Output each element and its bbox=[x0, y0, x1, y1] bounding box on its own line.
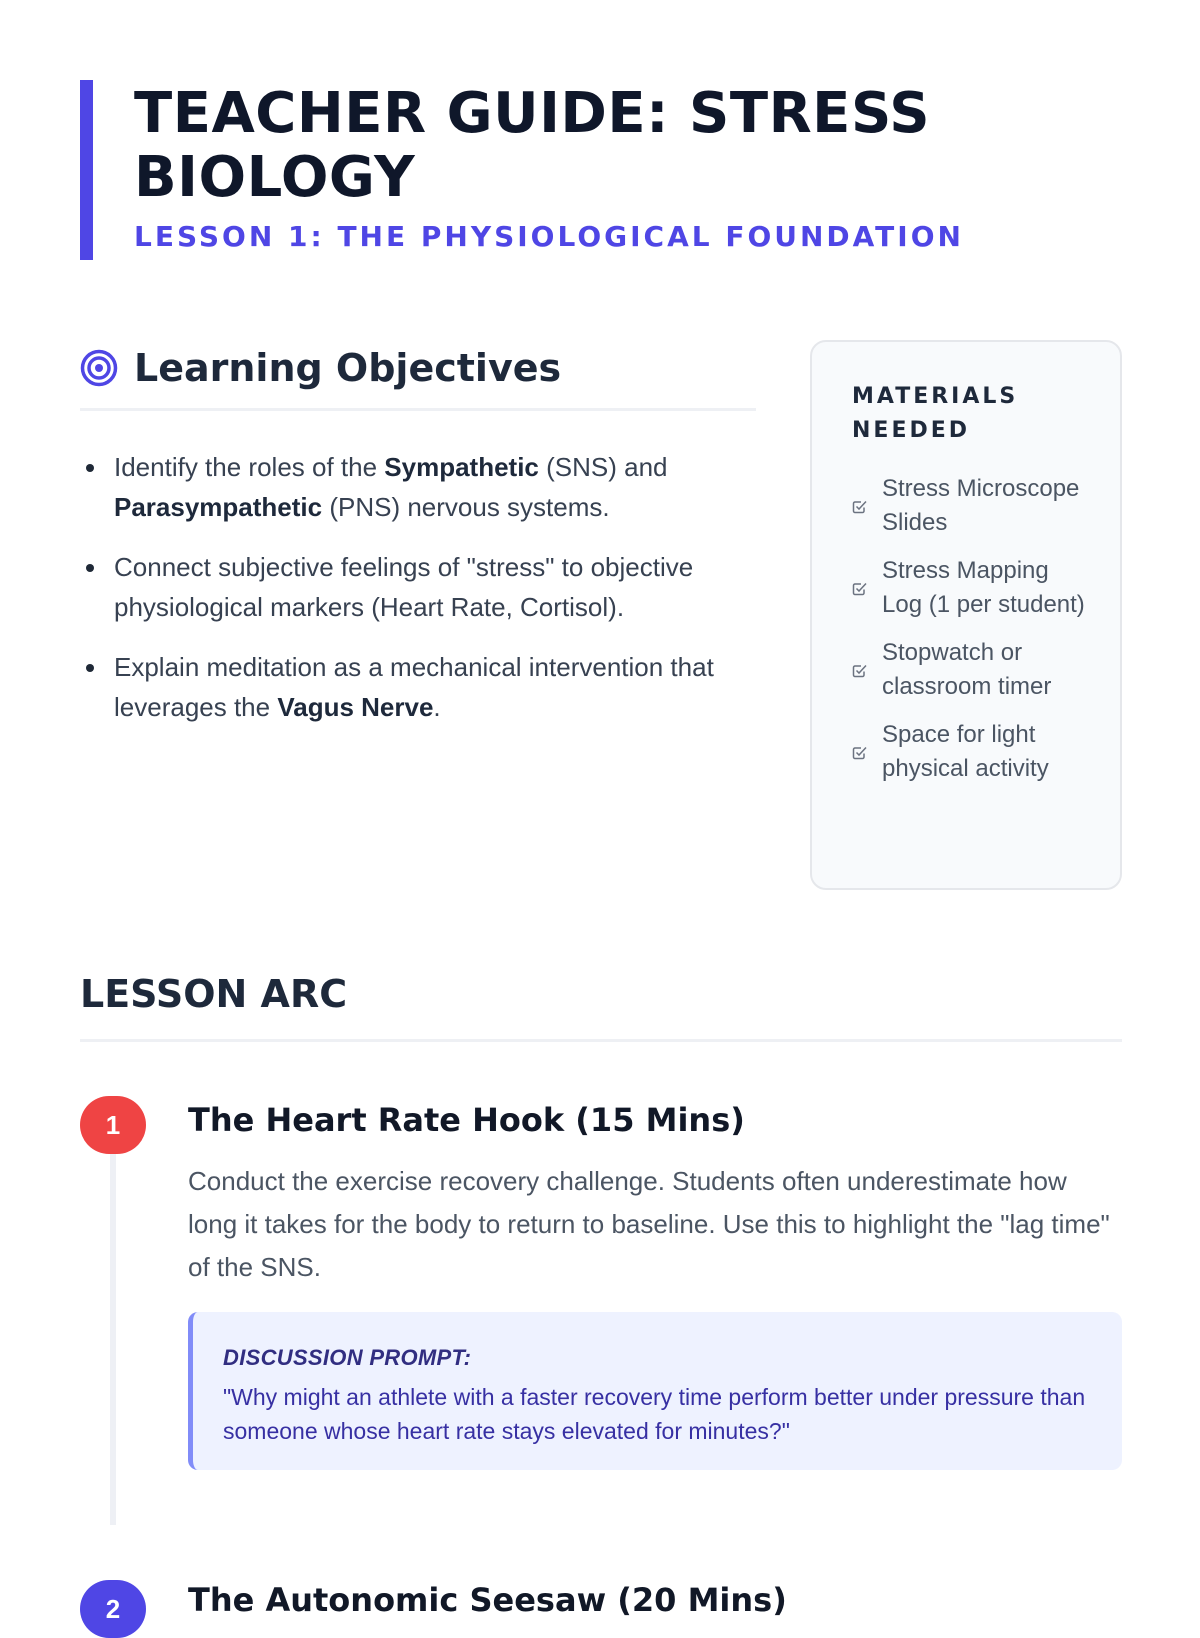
objectives-heading-row bbox=[80, 340, 756, 411]
material-item bbox=[852, 472, 1090, 540]
objective-key-term: Parasympathetic bbox=[114, 492, 323, 522]
checkbox-icon bbox=[852, 580, 868, 596]
guide-header bbox=[80, 80, 1120, 260]
discussion-prompt-label: DISCUSSION PROMPT: bbox=[223, 1345, 472, 1370]
discussion-prompt-box bbox=[188, 1312, 1122, 1470]
objective-item bbox=[80, 647, 756, 727]
objective-key-term: Sympathetic bbox=[384, 452, 539, 482]
material-label: Space for light physical activity bbox=[882, 721, 1049, 782]
target-icon bbox=[80, 349, 118, 387]
header-accent-bar bbox=[80, 80, 93, 260]
learning-objectives-section bbox=[80, 340, 756, 747]
material-item bbox=[852, 636, 1090, 704]
lesson-arc-heading: LESSON ARC bbox=[80, 972, 348, 1016]
step-number-badge: 2 bbox=[80, 1580, 146, 1638]
page-title: TEACHER GUIDE: STRESS BIOLOGY bbox=[134, 81, 931, 210]
objective-item bbox=[80, 447, 756, 527]
objective-text: (PNS) nervous systems. bbox=[322, 492, 610, 522]
material-label: Stress Microscope Slides bbox=[882, 475, 1080, 536]
material-label: Stress Mapping Log (1 per student) bbox=[882, 557, 1085, 618]
objective-text: Connect subjective feelings of "stress" to objective physiological markers (Heart Rate, Cortisol). bbox=[114, 552, 694, 622]
material-item bbox=[852, 718, 1090, 786]
objectives-list bbox=[80, 447, 756, 727]
checkbox-icon bbox=[852, 498, 868, 514]
objective-key-term: Vagus Nerve bbox=[277, 692, 434, 722]
discussion-prompt-text: "Why might an athlete with a faster recovery time perform better under pressure than someone whose heart rate stays elevated for minutes?" bbox=[223, 1384, 1086, 1444]
materials-heading: MATERIALS NEEDED bbox=[852, 384, 1019, 443]
page-subtitle: LESSON 1: THE PHYSIOLOGICAL FOUNDATION bbox=[134, 220, 964, 253]
objective-text: Identify the roles of the bbox=[114, 452, 385, 482]
checkbox-icon bbox=[852, 662, 868, 678]
objective-item bbox=[80, 547, 756, 627]
step-description: Conduct the exercise recovery challenge. Students often underestimate how long it takes for the body to return to baseline. Use this to highlight the "lag time" of the SNS. bbox=[188, 1166, 1110, 1282]
materials-card bbox=[810, 340, 1122, 890]
materials-list bbox=[852, 472, 1090, 786]
step-number-badge: 1 bbox=[80, 1096, 146, 1154]
material-item bbox=[852, 554, 1090, 622]
step-title: The Autonomic Seesaw (20 Mins) bbox=[188, 1581, 787, 1619]
lesson-arc-heading-row bbox=[80, 970, 1122, 1042]
checkbox-icon bbox=[852, 744, 868, 760]
objective-text: Explain meditation as a mechanical intervention that leverages the bbox=[114, 652, 714, 722]
step-title: The Heart Rate Hook (15 Mins) bbox=[188, 1101, 745, 1139]
objectives-heading: Learning Objectives bbox=[134, 346, 562, 390]
objective-text: (SNS) and bbox=[538, 452, 668, 482]
timeline-line bbox=[110, 1150, 116, 1525]
material-label: Stopwatch or classroom timer bbox=[882, 639, 1052, 700]
objective-text: . bbox=[433, 692, 441, 722]
